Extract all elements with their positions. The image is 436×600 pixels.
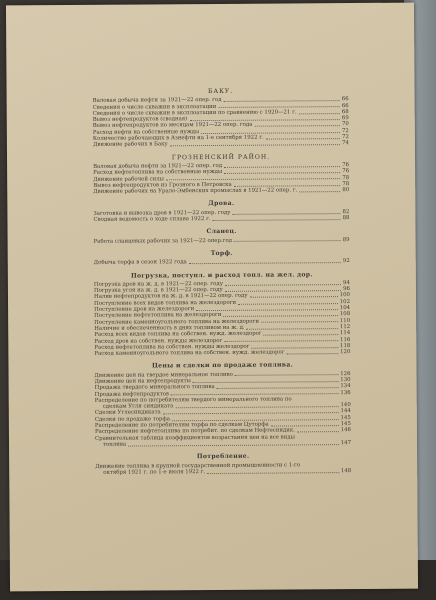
dot-leader	[247, 328, 338, 330]
page-number: 80	[342, 187, 350, 194]
dot-leader	[225, 290, 341, 292]
page-number: 116	[339, 336, 351, 343]
entry-title: Распределение по потребителям твердого минерального топлива по	[94, 396, 292, 404]
dot-leader	[224, 340, 338, 342]
page-number: 72	[341, 127, 349, 134]
section-heading: Погрузка, поступл. и расход топл. на жел. дор.	[130, 270, 313, 280]
entry-title: Распределение по потребителям торфа по сделкам Цуторфа	[94, 421, 269, 429]
entry-title: Поступление дров на желездороги	[94, 306, 195, 313]
dot-leader	[266, 138, 340, 140]
entry-title: Сведения о числе скважин в эксплоатации	[92, 103, 217, 111]
page-number: 145	[340, 421, 351, 428]
entry-title: Сведения о числе скважин в эксплоатации по сравнению с 1920—21 г.	[92, 109, 297, 117]
table-of-contents	[93, 85, 352, 480]
page-number: 148	[340, 467, 352, 474]
entry-title: Поступление нефтетоплива на желездороги	[94, 312, 222, 320]
page-number: 76	[342, 162, 350, 169]
page-number: 146	[340, 427, 351, 434]
page-number: 104	[339, 305, 351, 312]
entry-title: Погрузка дров на ж. д. в 1921—22 опер. году	[93, 280, 223, 288]
entry-title: Сделки Углесиндиката	[94, 409, 161, 417]
page-number: 102	[339, 298, 351, 305]
page-number: 69	[341, 115, 349, 122]
page-number: 96	[343, 286, 350, 293]
page-number: 120	[340, 349, 351, 356]
entry-title: Продажа нефтепродуктов	[94, 390, 170, 398]
page-number: 88	[342, 215, 350, 222]
dot-leader	[235, 375, 338, 377]
entry-title: Движение цен на нефтепродукты	[94, 378, 191, 385]
page-number: 144	[340, 408, 351, 415]
page-number: 94	[343, 279, 350, 286]
page-number: 68	[341, 108, 349, 115]
section-heading: Дрова.	[208, 200, 235, 208]
entry-title-continued: топлива	[103, 441, 127, 448]
dot-leader	[299, 191, 340, 192]
entry-title: Расход каменноугольного топлива на собствен. нужд. желездорог	[94, 349, 285, 357]
dot-leader	[207, 472, 339, 474]
dot-leader	[299, 113, 340, 114]
page-number: 78	[342, 174, 350, 181]
page-number: 126	[340, 370, 351, 377]
page-number: 66	[341, 102, 349, 109]
entry-title: Поступление каменноугольного топлива на желездороги	[94, 318, 259, 326]
entry-title: Валовая добыча нефти за 1921—22 опер. год	[93, 162, 223, 170]
page-number: 114	[339, 330, 351, 337]
entry-title: Сравнительная таблица коэффициентов возрастания цен на все виды	[94, 434, 295, 442]
entry-title: Движение рабочих в Баку	[92, 141, 168, 149]
dot-leader	[213, 219, 341, 221]
page-number: 118	[340, 342, 351, 349]
dot-leader	[261, 322, 338, 324]
page-number: 140	[340, 402, 351, 409]
entry-title: Движение рабочей силы	[93, 175, 164, 183]
dot-leader	[264, 334, 338, 336]
entry-title: Расход нефтетоплива на собственные нужды	[93, 169, 223, 177]
dot-leader	[232, 213, 340, 215]
entry-title: Продажа твердого минерального топлива	[94, 384, 215, 392]
section-heading: БАКУ.	[207, 87, 234, 96]
section-heading: Торф.	[210, 249, 233, 257]
dot-leader	[234, 185, 341, 187]
entry-title: Движение цен на твердое минеральное топливо	[94, 371, 233, 379]
section-gap	[95, 446, 351, 452]
dot-leader	[224, 100, 340, 102]
page-number: 78	[342, 180, 350, 187]
page-number: 74	[342, 140, 349, 147]
section-heading: Цены и сделки по продаже топлива.	[151, 361, 294, 370]
entry-title: Валовая добыча нефти за 1921—22 опер. год	[92, 97, 222, 105]
dot-leader	[252, 347, 338, 349]
entry-title-continued: сделкам Угля синдиката	[102, 403, 174, 410]
entry-title: Вывоз нефтепродуктов по месяцам 1921—22 опер. года	[92, 122, 253, 130]
dot-leader	[234, 241, 341, 243]
page-number: 100	[339, 292, 351, 299]
entry-title: Расход нефтетоплива на собствен. нужды желездорог	[94, 343, 250, 351]
entry-title: Движение рабочих на Урало-Эмбенских промыслах в 1921—22 опер. г.	[93, 187, 298, 195]
entry-title: Вывоз нефтепродуктов из Грозного в Петровска	[93, 181, 232, 189]
entry-title: Добыча торфа в сезон 1922 года	[93, 259, 187, 267]
dot-leader	[218, 106, 340, 108]
entry-title: Расход дров на собствен. нужды желездорог	[94, 337, 223, 345]
dot-leader	[225, 284, 341, 286]
page-number: 70	[341, 121, 349, 128]
page-number: 108	[339, 311, 351, 318]
entry-title: Налив нефтепродуктов на ж. д. в 1921—22 опер. году	[93, 293, 248, 301]
entry-title: Расход нефти на собственные нужды	[92, 128, 200, 136]
page-number: 130	[340, 377, 351, 384]
entry-title: Поступление всех видов топлива на желездороги	[94, 299, 237, 307]
entry-title-continued: октября 1921 г. по 1-е июля 1922 г.	[103, 468, 206, 476]
page-number: 147	[340, 439, 352, 447]
entry-title: Погрузка угля на ж. д. в 1921—22 опер. году	[93, 287, 223, 294]
page-number: 72	[342, 134, 349, 141]
page-number: 76	[342, 168, 350, 175]
dot-leader	[271, 425, 339, 426]
page-number: 89	[342, 236, 350, 243]
dot-leader	[223, 315, 337, 317]
dot-leader	[297, 431, 339, 432]
page-number: 112	[339, 323, 351, 331]
entry-title: Количество рабочающих в Азнефти на 1-е сентября 1922 г.	[92, 134, 264, 142]
dot-leader	[224, 172, 340, 174]
page-number: 66	[341, 96, 349, 103]
document-page	[6, 3, 418, 592]
page-number: 92	[342, 258, 350, 265]
page-number: 145	[340, 414, 351, 421]
entry-title: Распределение нефтетоплива по потребит. по сделкам Нефтесиндик.	[94, 427, 295, 436]
dot-leader	[254, 125, 340, 127]
page-number: 82	[342, 208, 350, 215]
page-number: 110	[339, 317, 351, 324]
entry-title: Движение топлива в крупной государственной промышленности с 1-го	[95, 461, 301, 470]
entry-title: Сделки по продаже торфа	[94, 416, 170, 423]
section-heading: Сланец.	[206, 228, 237, 236]
entry-title: Вывоз нефтепродуктов (сводная)	[92, 116, 188, 124]
dot-leader	[250, 296, 338, 298]
page-number: 136	[340, 389, 351, 396]
entry-title: Расход всех видов топлива на собствен. нужд. желездорог	[94, 330, 262, 339]
section-heading: Потребление.	[196, 452, 250, 461]
page-number: 134	[340, 383, 351, 390]
entry-title: Сводная ведомость о ходе сплава 1922 г.	[93, 216, 211, 223]
entry-title: Работа сланцевых рабочих за 1921—22 опер.год	[93, 237, 233, 245]
section-heading: ГРОЗНЕНСКИЙ РАЙОН.	[171, 153, 271, 161]
dot-leader	[224, 166, 340, 168]
entry-title: Наличие и обеспеченность в днях топливом на ж. д.	[94, 324, 245, 332]
dot-leader	[238, 303, 338, 305]
dot-leader	[287, 353, 339, 354]
entry-title: Заготовка и вывозка дров в 1921—22 опер. году	[93, 209, 231, 217]
dot-leader	[217, 387, 339, 389]
